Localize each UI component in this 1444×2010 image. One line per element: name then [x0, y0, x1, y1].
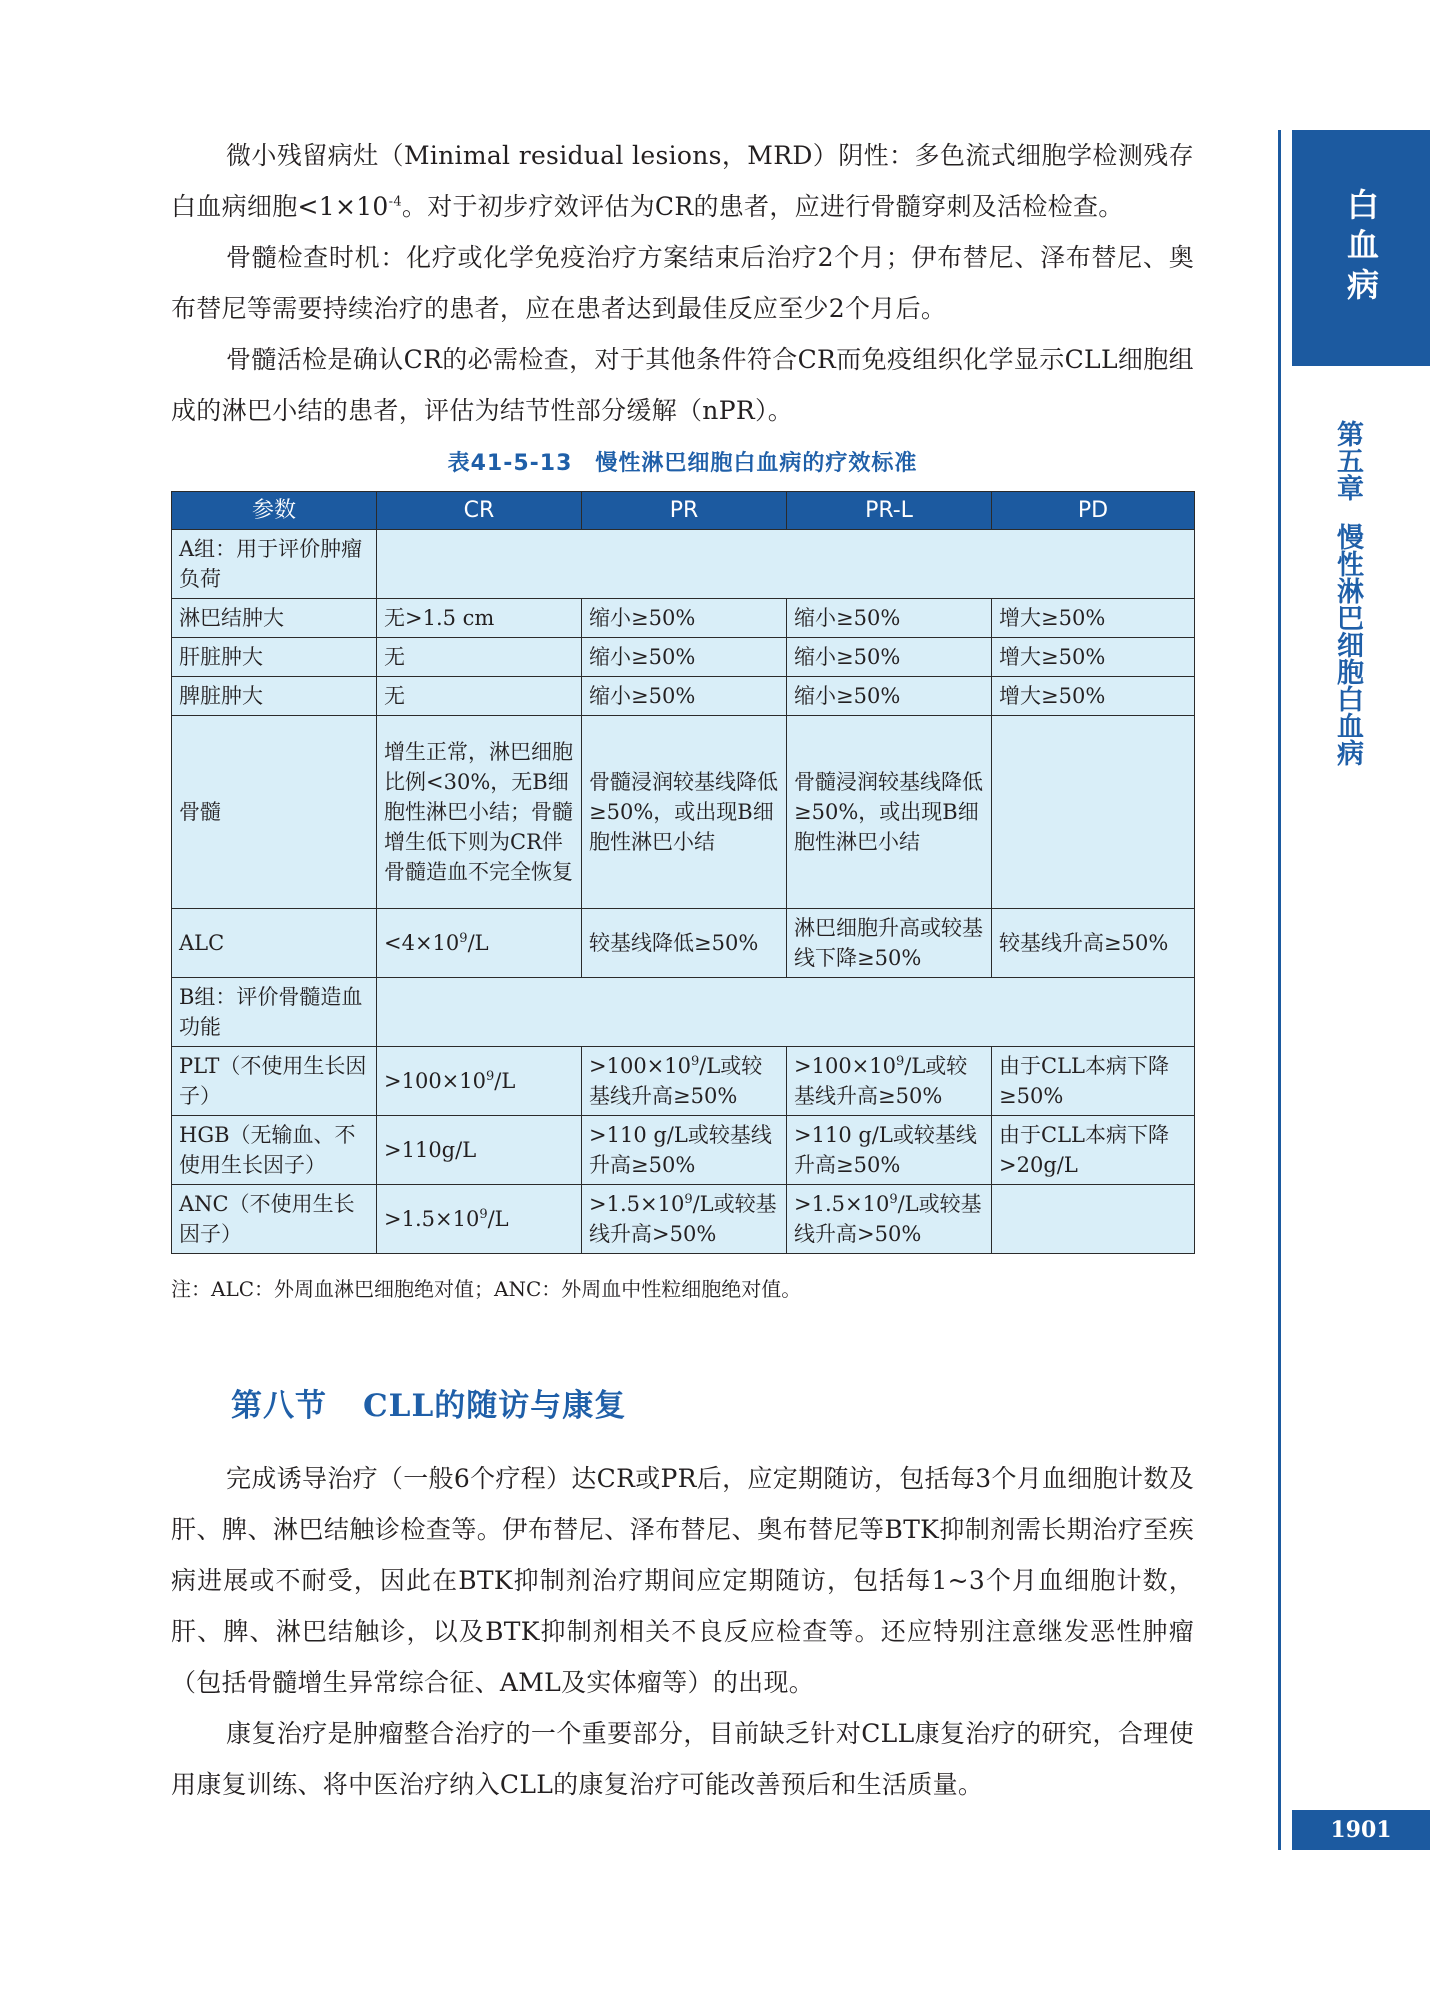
chapter-number: 第五章 [1332, 420, 1363, 501]
table-cell: 肝脏肿大 [172, 638, 377, 677]
sidebar-divider-line [1278, 130, 1281, 1850]
table-cell: 缩小≥50% [787, 638, 992, 677]
text-span: 微小残留病灶（Minimal residual lesions，MRD）阴性：多色流式细胞学检测残存白血病细胞<1×10 [171, 141, 1194, 221]
table-cell: PLT（不使用生长因子） [172, 1047, 377, 1116]
table-cell [377, 1047, 582, 1116]
page-number: 1901 [1292, 1810, 1430, 1850]
paragraph-mrd [171, 130, 1194, 232]
text-span: >100×10 [794, 1054, 896, 1078]
group-b-label: B组：评价骨髓造血功能 [172, 978, 377, 1047]
header-cell: CR [377, 492, 582, 530]
table-cell: 缩小≥50% [787, 599, 992, 638]
table-cell: >110 g/L或较基线升高≥50% [787, 1116, 992, 1185]
table-cell [992, 1185, 1195, 1254]
text-span: <4×10 [384, 931, 460, 955]
table-row [172, 1116, 1195, 1185]
table-cell: 增大≥50% [992, 638, 1195, 677]
superscript: 9 [486, 1069, 495, 1084]
superscript: 9 [459, 931, 468, 946]
table-cell: 增大≥50% [992, 599, 1195, 638]
table-row [172, 909, 1195, 978]
group-b-empty [377, 978, 1195, 1047]
superscript: 9 [691, 1054, 700, 1069]
header-cell: 参数 [172, 492, 377, 530]
table-cell: ANC（不使用生长因子） [172, 1185, 377, 1254]
table-cell: 缩小≥50% [582, 599, 787, 638]
table-cell: 由于CLL本病下降≥50% [992, 1047, 1195, 1116]
table-cell: 无 [377, 677, 582, 716]
superscript: 9 [684, 1192, 693, 1207]
table-cell [582, 1185, 787, 1254]
table-cell [582, 1047, 787, 1116]
table-row [172, 978, 1195, 1047]
table-cell: 淋巴细胞升高或较基线下降≥50% [787, 909, 992, 978]
table-cell [787, 1047, 992, 1116]
table-cell: 无 [377, 638, 582, 677]
page-content [171, 130, 1194, 1810]
table-note: 注：ALC：外周血淋巴细胞绝对值；ANC：外周血中性粒细胞绝对值。 [171, 1277, 802, 1301]
superscript: -4 [388, 194, 402, 210]
table-cell: 较基线降低≥50% [582, 909, 787, 978]
text-span: /L或较基线升高≥50% [589, 1054, 763, 1108]
table-cell: 骨髓 [172, 716, 377, 909]
table-row [172, 1185, 1195, 1254]
text-span: >100×10 [384, 1069, 486, 1093]
table-cell: 缩小≥50% [582, 677, 787, 716]
table-row [172, 716, 1195, 909]
text-span: /L或较基线升高>50% [589, 1192, 777, 1246]
text-span: /L或较基线升高≥50% [794, 1054, 968, 1108]
table-cell: 骨髓浸润较基线降低≥50%，或出现B细胞性淋巴小结 [582, 716, 787, 909]
table-cell: 增生正常，淋巴细胞比例<30%，无B细胞性淋巴小结；骨髓增生低下则为CR伴骨髓造血不完全恢复 [377, 716, 582, 909]
header-cell: PD [992, 492, 1195, 530]
table-cell: >110g/L [377, 1116, 582, 1185]
table-row [172, 638, 1195, 677]
table-cell: 骨髓浸润较基线降低≥50%，或出现B细胞性淋巴小结 [787, 716, 992, 909]
table-cell: ALC [172, 909, 377, 978]
superscript: 9 [479, 1207, 488, 1222]
table-cell: 淋巴结肿大 [172, 599, 377, 638]
table-row [172, 599, 1195, 638]
superscript: 9 [896, 1054, 905, 1069]
text-span: /L [467, 931, 489, 955]
header-cell: PR [582, 492, 787, 530]
text-span: /L [487, 1207, 509, 1231]
superscript: 9 [889, 1192, 898, 1207]
table-cell: >110 g/L或较基线升高≥50% [582, 1116, 787, 1185]
paragraph-marrow-timing: 骨髓检查时机：化疗或化学免疫治疗方案结束后治疗2个月；伊布替尼、泽布替尼、奥布替尼等需要持续治疗的患者，应在患者达到最佳反应至少2个月后。 [171, 243, 1194, 323]
text-span: >1.5×10 [384, 1207, 480, 1231]
section-number: 第八节 [231, 1388, 327, 1424]
table-cell: 脾脏肿大 [172, 677, 377, 716]
text-span: /L或较基线升高>50% [794, 1192, 982, 1246]
table-cell: 缩小≥50% [582, 638, 787, 677]
efficacy-criteria-table [171, 491, 1195, 1254]
chapter-title-vertical [1330, 420, 1364, 766]
table-caption: 表41-5-13 慢性淋巴细胞白血病的疗效标准 [447, 451, 918, 476]
table-cell [377, 1185, 582, 1254]
group-a-empty [377, 530, 1195, 599]
sidebar-tab [1292, 130, 1430, 366]
table-cell [992, 716, 1195, 909]
paragraph-rehab: 康复治疗是肿瘤整合治疗的一个重要部分，目前缺乏针对CLL康复治疗的研究，合理使用康复训练、将中医治疗纳入CLL的康复治疗可能改善预后和生活质量。 [171, 1719, 1194, 1799]
text-span: >1.5×10 [794, 1192, 890, 1216]
table-cell [787, 1185, 992, 1254]
text-span: >100×10 [589, 1054, 691, 1078]
sidebar-tab-label: 白血病 [1342, 188, 1380, 308]
table-cell: 由于CLL本病下降>20g/L [992, 1116, 1195, 1185]
header-cell: PR-L [787, 492, 992, 530]
chapter-name: 慢性淋巴细胞白血病 [1332, 523, 1363, 766]
table-cell: 较基线升高≥50% [992, 909, 1195, 978]
table-row [172, 1047, 1195, 1116]
table-header-row [172, 492, 1195, 530]
table-cell: 增大≥50% [992, 677, 1195, 716]
paragraph-followup: 完成诱导治疗（一般6个疗程）达CR或PR后，应定期随访，包括每3个月血细胞计数及肝、脾、淋巴结触诊检查等。伊布替尼、泽布替尼、奥布替尼等BTK抑制剂需长期治疗至疾病进展或不耐受，因此在BTK抑制剂治疗期间应定期随访，包括每1~3个月血细胞计数，肝、脾、淋巴结触诊，以及BTK抑制剂相关不良反应检查等。还应特别注意继发恶性肿瘤（包括骨髓增生异常综合征、AML及实体瘤等）的出现。 [171, 1464, 1194, 1697]
table-cell: 缩小≥50% [787, 677, 992, 716]
section-heading [231, 1380, 1194, 1425]
group-a-label: A组：用于评价肿瘤负荷 [172, 530, 377, 599]
table-row [172, 530, 1195, 599]
table-cell: HGB（无输血、不使用生长因子） [172, 1116, 377, 1185]
table-cell [377, 909, 582, 978]
table-row [172, 677, 1195, 716]
section-title: CLL的随访与康复 [363, 1388, 627, 1424]
table-cell: 无>1.5 cm [377, 599, 582, 638]
text-span: 。对于初步疗效评估为CR的患者，应进行骨髓穿刺及活检检查。 [401, 192, 1124, 221]
text-span: >1.5×10 [589, 1192, 685, 1216]
paragraph-marrow-biopsy: 骨髓活检是确认CR的必需检查，对于其他条件符合CR而免疫组织化学显示CLL细胞组成的淋巴小结的患者，评估为结节性部分缓解（nPR）。 [171, 345, 1194, 425]
text-span: /L [494, 1069, 516, 1093]
